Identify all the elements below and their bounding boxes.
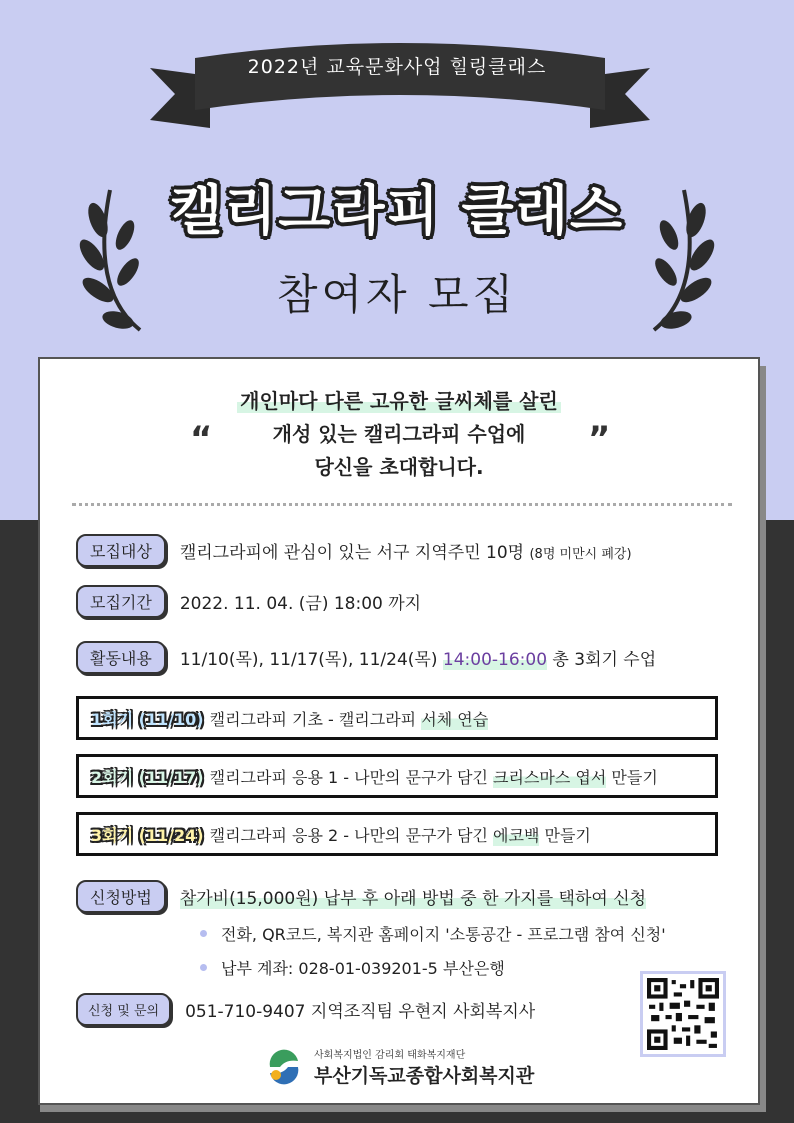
target-note: (8명 미만시 폐강)	[529, 546, 632, 562]
session-1-tag: 1회기 (11/10)	[91, 709, 204, 729]
intro-text	[40, 385, 758, 484]
org-logo	[262, 1045, 534, 1089]
divider	[72, 503, 732, 506]
session-3-text: 캘리그라피 응용 2 - 나만의 문구가 담긴	[209, 825, 488, 845]
apply-text: 참가비(15,000원) 납부 후 아래 방법 중 한 가지를 택하여 신청	[180, 884, 646, 909]
ribbon-text: 2022년 교육문화사업 힐링클래스	[247, 56, 547, 78]
session-3-tail: 만들기	[544, 825, 591, 845]
session-2-text: 캘리그라피 응용 1 - 나만의 문구가 담긴	[209, 767, 488, 787]
session-1-highlight: 서체 연습	[421, 707, 488, 730]
ribbon-banner	[140, 28, 660, 140]
period-value: 2022. 11. 04. (금) 18:00 까지	[179, 593, 422, 614]
quote-close: ”	[588, 419, 611, 459]
contact-text: 051-710-9407 지역조직팀 우현지 사회복지사	[185, 1001, 536, 1022]
qr-code-icon[interactable]	[640, 971, 726, 1057]
quote-open: “	[190, 419, 213, 459]
page-subtitle: 참여자 모집	[276, 270, 518, 319]
session-1-text: 캘리그라피 기초 - 캘리그라피	[209, 709, 417, 729]
activity-row	[76, 640, 656, 674]
activity-rest: 총 3회기 수업	[552, 649, 657, 670]
page-title: 캘리그라피 클래스	[169, 179, 625, 242]
target-value	[180, 538, 632, 563]
org-name-small: 사회복지법인 감리회 태화복지재단	[314, 1050, 466, 1061]
session-2-highlight: 크리스마스 엽서	[493, 765, 606, 788]
bullet-dot-icon	[200, 964, 207, 971]
period-row	[76, 584, 421, 618]
bullet-dot-icon	[200, 930, 207, 937]
contact-label: 신청 및 문의	[76, 993, 171, 1026]
apply-row	[76, 879, 646, 913]
session-2-tag: 2회기 (11/17)	[91, 767, 204, 787]
org-logo-icon	[262, 1045, 306, 1089]
intro-line-1: 개인마다 다른 고유한 글씨체를 살린	[237, 389, 561, 413]
contact-row	[76, 992, 535, 1026]
apply-bullet-2	[200, 956, 505, 979]
apply-bullet-1	[200, 922, 666, 945]
intro-line-2: 개성 있는 캘리그라피 수업에	[272, 422, 526, 446]
session-2	[76, 754, 718, 798]
session-1	[76, 696, 718, 740]
apply-label: 신청방법	[76, 880, 166, 913]
intro-line-3: 당신을 초대합니다.	[314, 455, 484, 479]
org-name: 부산기독교종합사회복지관	[314, 1065, 535, 1087]
apply-bullet-2-text: 납부 계좌: 028-01-039201-5 부산은행	[221, 959, 505, 978]
activity-label: 활동내용	[76, 641, 166, 674]
target-row	[76, 533, 632, 567]
apply-bullet-1-text: 전화, QR코드, 복지관 홈페이지 '소통공간 - 프로그램 참여 신청'	[221, 925, 666, 944]
activity-time: 14:00-16:00	[442, 649, 548, 670]
session-3	[76, 812, 718, 856]
target-label: 모집대상	[76, 534, 166, 567]
period-label: 모집기간	[76, 585, 166, 618]
session-3-highlight: 에코백	[493, 823, 539, 846]
session-2-tail: 만들기	[611, 767, 658, 787]
activity-value	[180, 645, 656, 670]
session-3-tag: 3회기 (11/24)	[91, 825, 204, 845]
info-card	[38, 357, 760, 1105]
activity-dates: 11/10(목), 11/17(목), 11/24(목)	[179, 649, 438, 670]
target-text: 캘리그라피에 관심이 있는 서구 지역주민 10명	[179, 542, 525, 563]
